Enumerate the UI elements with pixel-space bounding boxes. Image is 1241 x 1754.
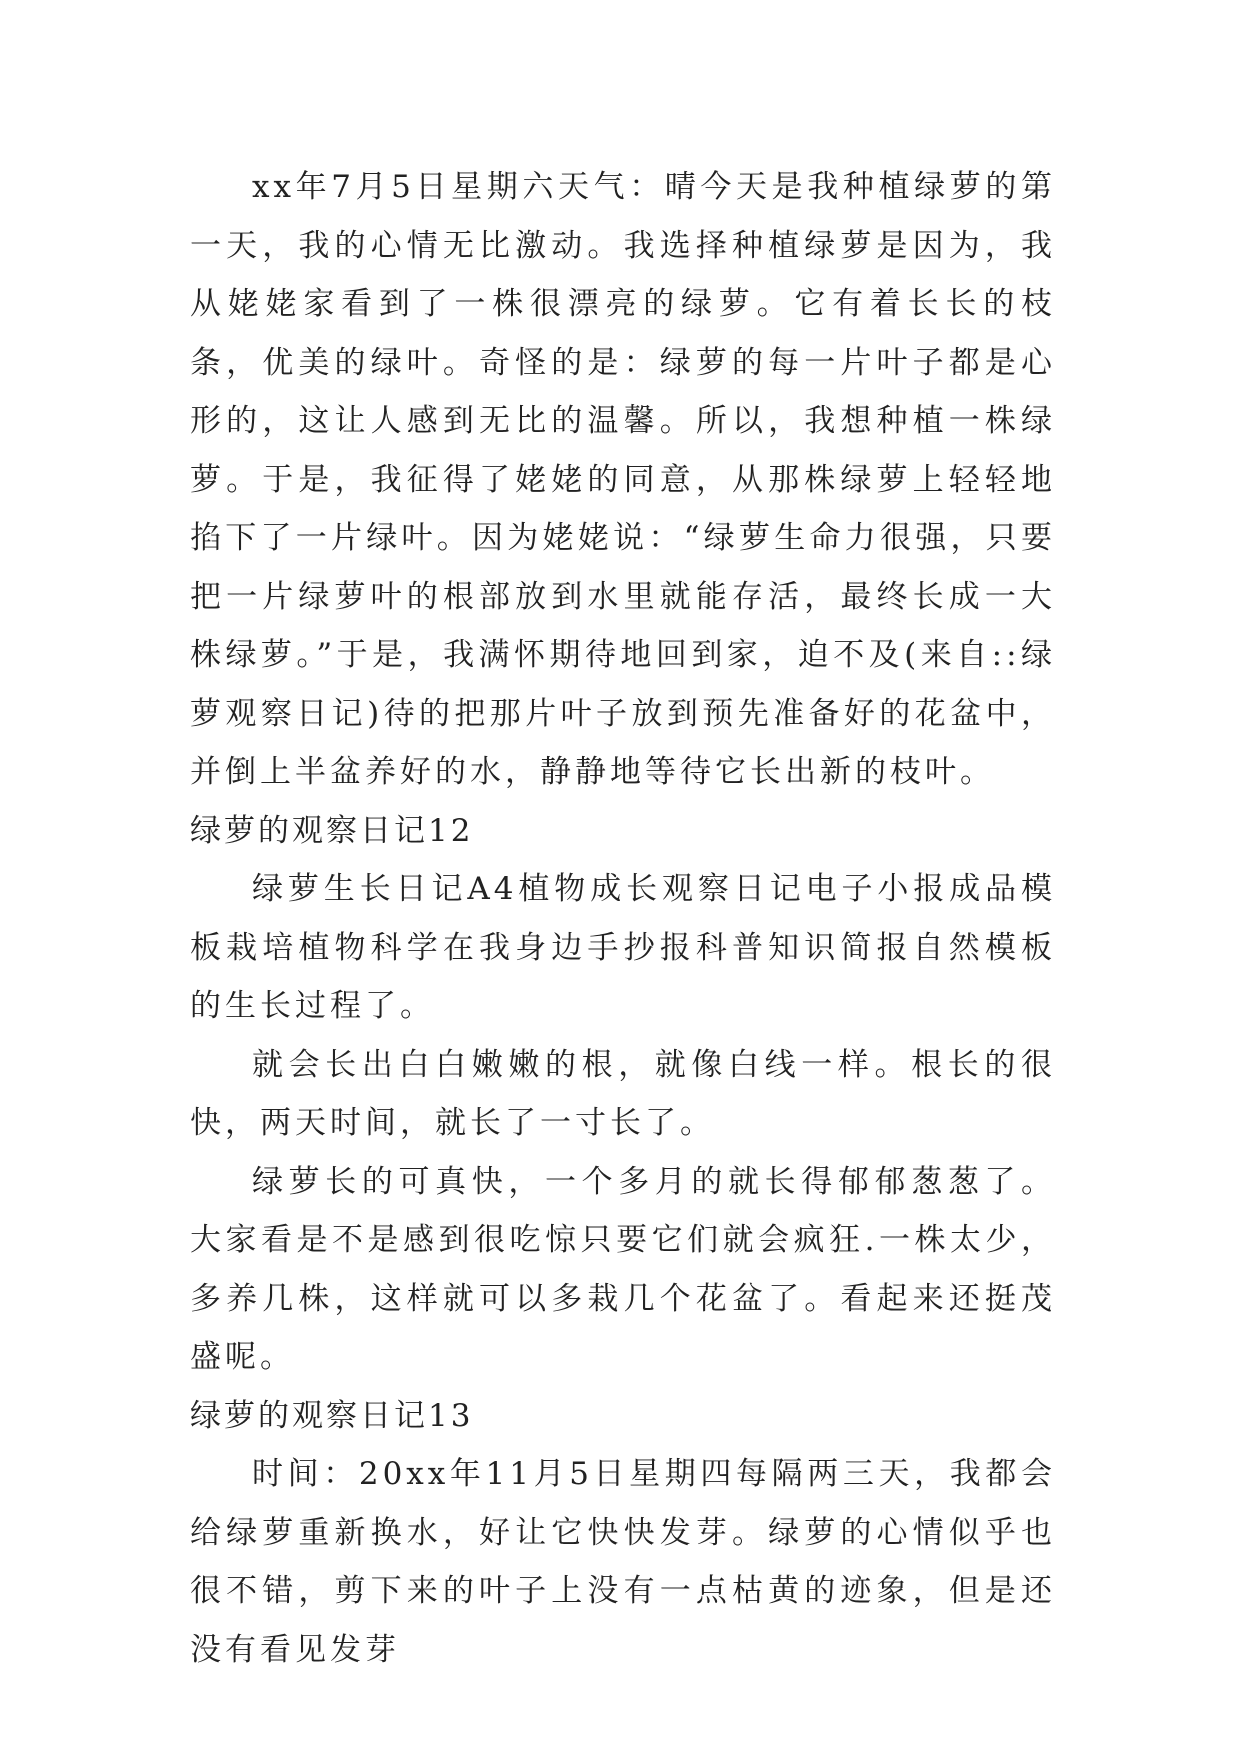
diary-paragraph: 绿萝生长日记A4植物成长观察日记电子小报成品模板栽培植物科学在我身边手抄报科普知识简报自然模板的生长过程了。 <box>190 871 1056 1024</box>
diary-paragraph: 时间：20xx年11月5日星期四每隔两三天，我都会给绿萝重新换水，好让它快快发芽。绿萝的心情似乎也很不错，剪下来的叶子上没有一点枯黄的迹象，但是还没有看见发芽 <box>190 1456 1056 1668</box>
section-heading-13: 绿萝的观察日记13 <box>190 1397 474 1434</box>
document-body <box>190 158 1056 1679</box>
diary-paragraph: 就会长出白白嫩嫩的根，就像白线一样。根长的很快，两天时间，就长了一寸长了。 <box>190 1046 1056 1141</box>
diary-paragraph: 绿萝长的可真快，一个多月的就长得郁郁葱葱了。大家看是不是感到很吃惊只要它们就会疯狂.一株太少，多养几株，这样就可以多栽几个花盆了。看起来还挺茂盛呢。 <box>190 1163 1056 1375</box>
section-heading-12: 绿萝的观察日记12 <box>190 812 474 849</box>
diary-paragraph-intro: xx年7月5日星期六天气：晴今天是我种植绿萝的第一天，我的心情无比激动。我选择种植绿萝是因为，我从姥姥家看到了一株很漂亮的绿萝。它有着长长的枝条，优美的绿叶。奇怪的是：绿萝的每一片叶子都是心形的，这让人感到无比的温馨。所以，我想种植一株绿萝。于是，我征得了姥姥的同意，从那株绿萝上轻轻地掐下了一片绿叶。因为姥姥说：“绿萝生命力很强，只要把一片绿萝叶的根部放到水里就能存活，最终长成一大株绿萝。”于是，我满怀期待地回到家，迫不及(来自::绿萝观察日记)待的把那片叶子放到预先准备好的花盆中，并倒上半盆养好的水，静静地等待它长出新的枝叶。 <box>190 169 1056 790</box>
